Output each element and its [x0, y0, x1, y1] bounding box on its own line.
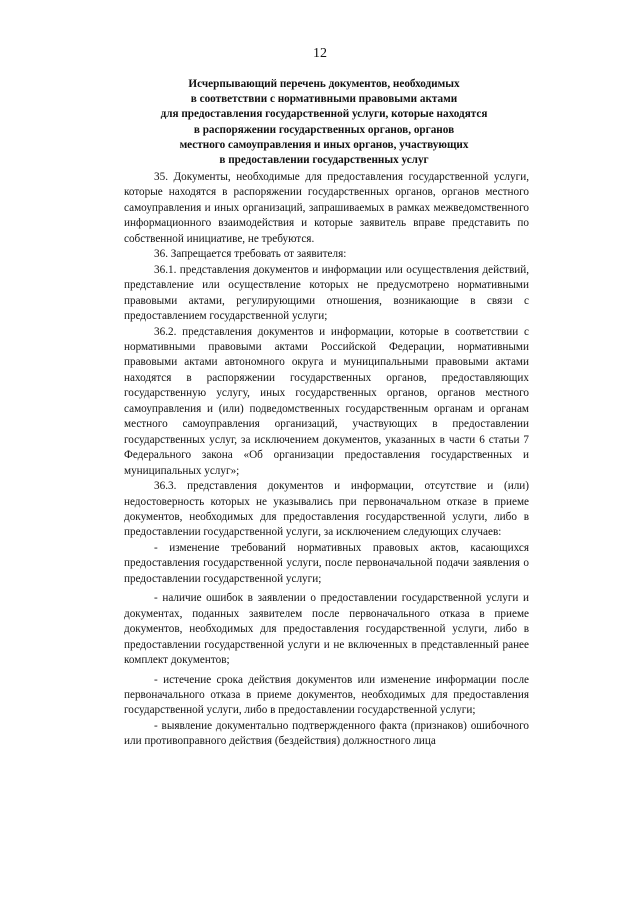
paragraph-36-2: 36.2. представления документов и информации, которые в соответствии с нормативными правовыми актами Российской Федерации, нормативными правовыми актами автономного округа и муниципальными правовыми актами находятся в распоряжении государственных органов, предоставляющих государственную услугу, иных государственных органов, органов местного самоуправления и (или) подведомственных государственным органам и органам местного самоуправления организаций, участвующих в предоставлении государственных услуг, за исключением документов, указанных в части 6 статьи 7 Федерального закона «Об организации предоставления государственных и муниципальных услуг»;: [124, 325, 529, 477]
heading-line: в распоряжении государственных органов, органов: [193, 123, 455, 136]
paragraph-36-1: 36.1. представления документов и информации или осуществления действий, представление или осуществление которых не предусмотрено нормативными правовыми актами, регулирующими отношения, возникающие в связи с предоставлением государственной услуги;: [124, 263, 529, 323]
heading-line: в соответствии с нормативными правовыми актами: [190, 93, 458, 106]
heading-line: Исчерпывающий перечень документов, необходимых: [188, 78, 460, 90]
list-item: - истечение срока действия документов или изменение информации после первоначального отказа в приеме документов, необходимых для предоставления государственной услуги, либо в предоставлении государственной услуги;: [124, 673, 529, 717]
list-item: - изменение требований нормативных правовых актов, касающихся предоставления государственной услуги, после первоначальной подачи заявления о предоставлении государственной услуги;: [124, 541, 529, 585]
section-heading: [118, 77, 530, 168]
list-item: - наличие ошибок в заявлении о предоставлении государственной услуги и документах, поданных заявителем после первоначального отказа в приеме документов, необходимых для предоставления государственной услуги, либо в предоставлении государственной услуги и не включенных в представленный ранее комплект документов;: [124, 592, 529, 667]
heading-line: в предоставлении государственных услуг: [219, 154, 429, 167]
heading-line: для предоставления государственной услуги, которые находятся: [160, 108, 488, 121]
document-body: [124, 170, 529, 750]
page-number: 12: [313, 46, 327, 61]
paragraph-36: 36. Запрещается требовать от заявителя:: [154, 248, 347, 261]
heading-line: местного самоуправления и иных органов, участвующих: [179, 138, 469, 151]
paragraph-35: 35. Документы, необходимые для предоставления государственной услуги, которые находятся в распоряжении государственных органов, органов местного самоуправления и иных организаций, запрашиваемых в рамках межведомственного информационного взаимодействия и которые заявитель вправе представить по собственной инициативе, не требуются.: [124, 171, 529, 245]
list-item: - выявление документально подтвержденного факта (признаков) ошибочного или противоправного действия (бездействия) должностного лица: [124, 719, 529, 748]
paragraph-36-3: 36.3. представления документов и информации, отсутствие и (или) недостоверность которых не указывались при первоначальном отказе в приеме документов, необходимых для предоставления государственной услуги, либо в предоставлении государственной услуги, за исключением следующих случаев:: [124, 480, 529, 539]
